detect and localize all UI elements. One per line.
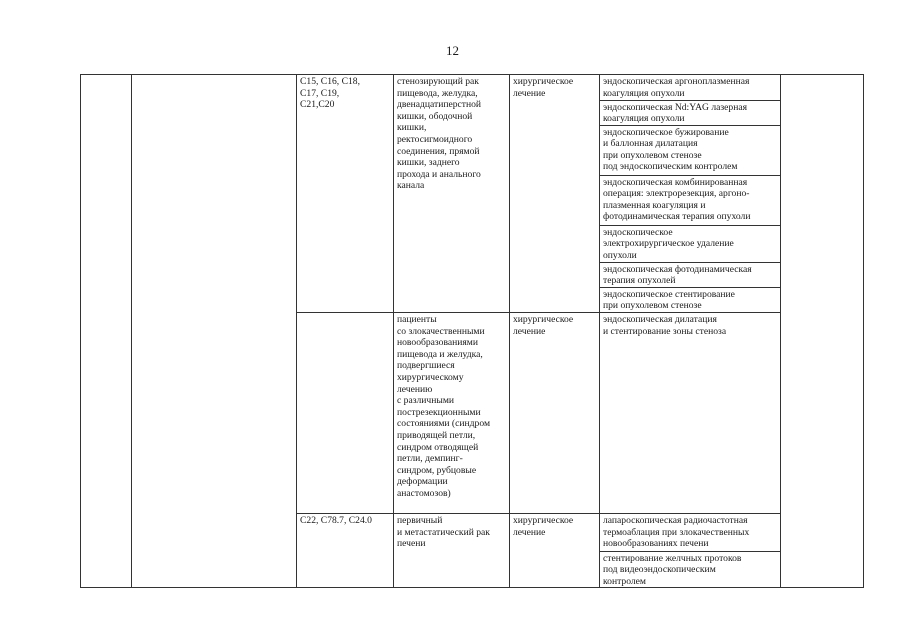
model-line: печени <box>397 538 426 550</box>
treatment-type-cell <box>510 75 600 313</box>
page-number: 12 <box>446 43 459 58</box>
method-line: под видеоэндоскопическим <box>603 564 716 576</box>
model-line: канала <box>397 180 425 192</box>
model-line: состояниями (синдром <box>397 418 491 430</box>
codes-line: C17, C19, <box>300 87 340 99</box>
method-item <box>600 262 780 287</box>
method-line: эндоскопическая Nd:YAG лазерная <box>603 101 748 113</box>
patient-model-cell <box>394 75 510 313</box>
patient-model-cell <box>394 313 510 514</box>
method-line: эндоскопическая комбинированная <box>603 176 748 188</box>
method-line: электрохирургическое удаление <box>603 238 734 250</box>
model-line: деформации <box>397 476 448 488</box>
treatment-line: хирургическое <box>513 515 574 527</box>
model-line: новообразованиями <box>397 337 479 349</box>
method-line: эндоскопическая дилатация <box>603 314 717 326</box>
method-line: эндоскопическая аргоноплазменная <box>603 76 750 87</box>
model-line: стенозирующий рак <box>397 76 479 87</box>
table-row <box>81 75 864 313</box>
model-line: анастомозов) <box>397 487 451 499</box>
codes-line: C22, C78.7, C24.0 <box>300 515 372 527</box>
model-line: с различными <box>397 395 455 407</box>
model-line: кишки, заднего <box>397 157 460 169</box>
medical-care-table <box>80 74 864 588</box>
model-line: приводящей петли, <box>397 430 476 441</box>
model-line: пищевода, желудка, <box>397 87 478 99</box>
method-item <box>600 175 780 225</box>
codes-cell <box>297 313 394 514</box>
model-line: соединения, прямой <box>397 145 480 157</box>
model-line: ректосигмоидного <box>397 133 473 145</box>
group-name-cell <box>132 75 297 588</box>
method-line: термоаблация при злокачественных <box>603 526 750 538</box>
method-line: эндоскопическое стентирование <box>603 288 735 300</box>
method-line: лапароскопическая радиочастотная <box>603 515 748 527</box>
method-line: при опухолевом стенозе <box>603 149 702 161</box>
method-line: коагуляция опухоли <box>603 87 685 99</box>
blank-cell <box>781 75 864 588</box>
method-item <box>600 287 780 312</box>
method-item <box>600 75 780 100</box>
codes-cell <box>297 75 394 313</box>
method-item <box>600 551 780 587</box>
model-line: пострезекционными <box>397 406 481 418</box>
model-line: лечению <box>397 383 433 395</box>
model-line: двенадцатиперстной <box>397 99 482 111</box>
codes-cell <box>297 514 394 588</box>
methods-list <box>600 514 780 587</box>
treatment-line: лечение <box>513 325 546 337</box>
number-cell <box>81 75 132 588</box>
method-line: плазменная коагуляция и <box>603 199 706 211</box>
model-line: прохода и анального <box>397 168 481 180</box>
method-line: эндоскопическое бужирование <box>603 126 729 138</box>
model-line: пищевода и желудка, <box>397 348 483 360</box>
codes-line: C15, C16, C18, <box>300 76 360 87</box>
methods-list <box>600 75 780 312</box>
method-line: коагуляция опухоли <box>603 113 685 125</box>
method-item <box>600 100 780 125</box>
method-line: под эндоскопическим контролем <box>603 161 738 173</box>
method-line: стентирование желчных протоков <box>603 552 742 564</box>
model-line: кишки, <box>397 122 427 134</box>
treatment-line: хирургическое <box>513 314 574 326</box>
codes-line: C21,C20 <box>300 99 335 111</box>
model-line: первичный <box>397 515 443 527</box>
model-line: петли, демпинг- <box>397 453 463 465</box>
method-line: фотодинамическая терапия опухоли <box>603 211 751 223</box>
method-line: эндоскопическое <box>603 226 673 238</box>
model-line: синдром отводящей <box>397 441 479 453</box>
method-line: контролем <box>603 575 646 587</box>
treatment-line: лечение <box>513 87 546 99</box>
method-line: опухоли <box>603 249 637 261</box>
method-line: и стентирование зоны стеноза <box>603 325 727 337</box>
methods-cell <box>600 75 781 313</box>
methods-cell <box>600 313 781 514</box>
model-line: хирургическому <box>397 372 464 384</box>
method-item <box>600 125 780 175</box>
method-line: эндоскопическая фотодинамическая <box>603 263 752 275</box>
patient-model-cell <box>394 514 510 588</box>
method-line: операция: электрорезекция, аргоно- <box>603 188 750 200</box>
methods-cell <box>600 514 781 588</box>
model-line: пациенты <box>397 314 437 326</box>
treatment-type-cell <box>510 313 600 514</box>
model-line: подвергшиеся <box>397 360 455 372</box>
method-item <box>600 225 780 262</box>
treatment-line: лечение <box>513 526 546 538</box>
model-line: синдром, рубцовые <box>397 464 477 476</box>
treatment-line: хирургическое <box>513 76 574 87</box>
model-line: со злокачественными <box>397 325 485 337</box>
model-line: кишки, ободочной <box>397 110 473 122</box>
method-line: и баллонная дилатация <box>603 138 698 150</box>
method-line: новообразованиях печени <box>603 538 709 550</box>
method-line: при опухолевом стенозе <box>603 300 702 312</box>
treatment-type-cell <box>510 514 600 588</box>
model-line: и метастатический рак <box>397 526 490 538</box>
method-item <box>600 514 780 551</box>
method-line: терапия опухолей <box>603 275 676 287</box>
